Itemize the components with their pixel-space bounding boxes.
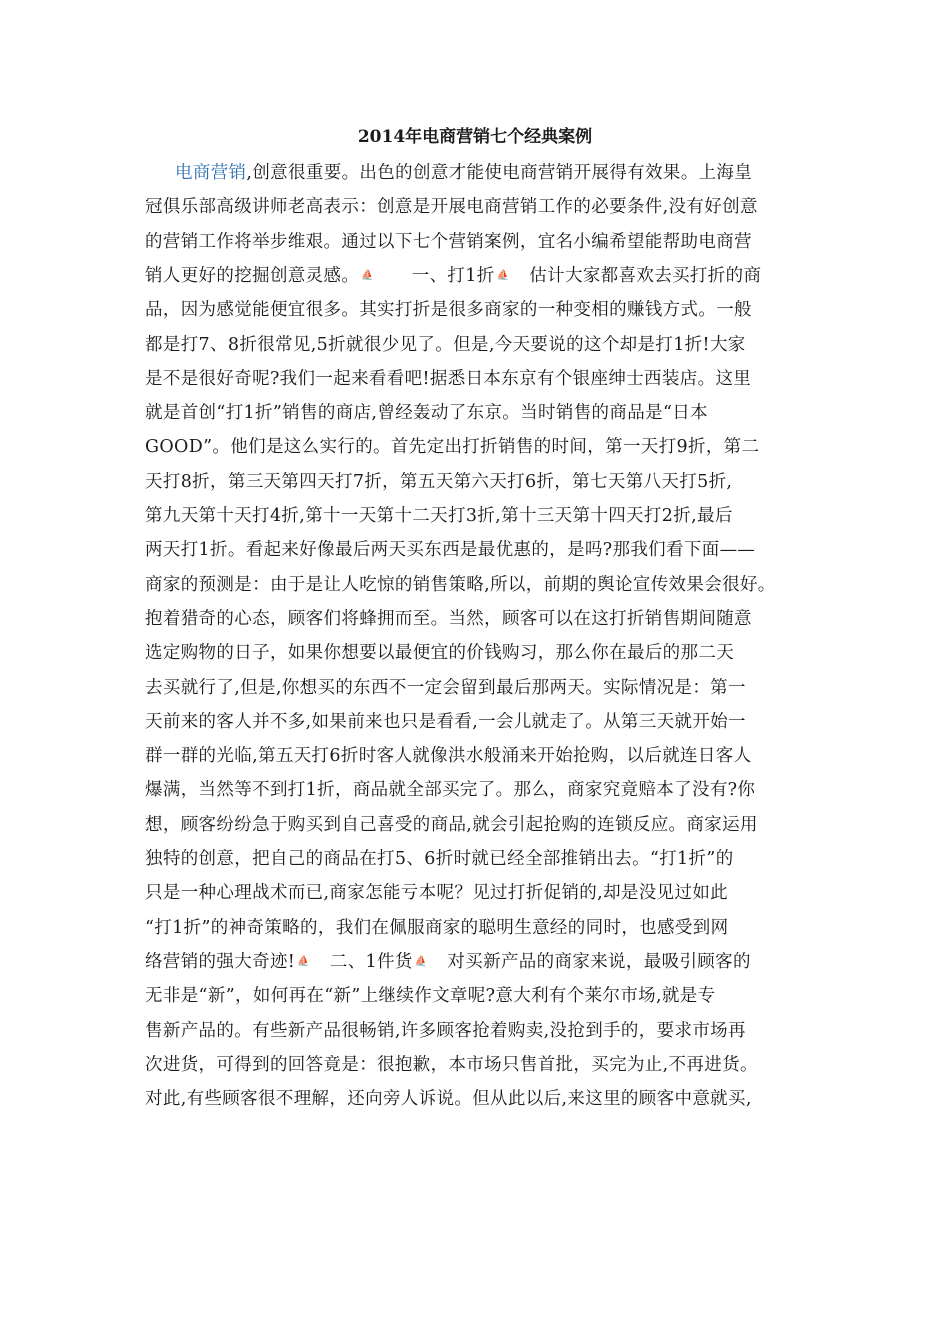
text-segment: 估计大家都喜欢去买打折的商 — [511, 265, 762, 286]
text-segment: 商家的预测是：由于是让人吃惊的销售策略,所以，前期的舆论宣传效果会很好。 — [145, 574, 776, 595]
text-segment: 都是打7、8折很常见,5折就很少见了。但是,今天要说的这个却是打1折!大家 — [145, 334, 746, 355]
text-segment: 品，因为感觉能便宜很多。其实打折是很多商家的一种变相的赚钱方式。一般 — [145, 300, 752, 321]
text-line — [145, 673, 746, 703]
text-line — [145, 227, 752, 257]
text-segment: 去买就行了,但是,你想买的东西不一定会留到最后那两天。实际情况是：第一 — [145, 677, 746, 698]
text-line — [145, 398, 708, 428]
text-segment: 只是一种心理战术而已,商家怎能亏本呢？见过打折促销的,却是没见过如此 — [145, 883, 729, 904]
text-segment: 天打8折，第三天第四天打7折，第五天第六天打6折，第七天第八天打5折, — [145, 471, 733, 492]
text-segment: 选定购物的日子，如果你想要以最便宜的价钱购习，那么你在最后的那二天 — [145, 643, 735, 664]
text-line — [145, 261, 761, 291]
text-line — [145, 775, 755, 805]
text-line — [145, 707, 746, 737]
text-line — [145, 947, 751, 977]
text-segment: 的营销工作将举步维艰。通过以下七个营销案例，宜名小编希望能帮助电商营 — [145, 231, 752, 252]
paragraph-mark-icon: ⛵ — [414, 955, 428, 967]
text-segment: 次进货，可得到的回答竟是：很抱歉，本市场只售首批，买完为止,不再进货。 — [145, 1054, 758, 1075]
text-segment: 爆满，当然等不到打1折，商品就全部买完了。那么，商家究竟赔本了没有?你 — [145, 780, 756, 801]
text-segment: ,创意很重要。出色的创意才能使电商营销开展得有效果。上海皇 — [246, 163, 753, 183]
text-line — [145, 604, 752, 634]
text-line — [145, 192, 758, 222]
text-segment: 二、1件货 — [312, 951, 413, 972]
text-line — [145, 501, 733, 531]
text-line — [145, 432, 759, 462]
text-line — [145, 1016, 746, 1046]
text-segment: 无非是“新”，如何再在“新”上继续作文章呢?意大利有个莱尔市场,就是专 — [145, 986, 716, 1007]
text-segment: 就是首创“打1折”销售的商店,曾经轰动了东京。当时销售的商品是“日本 — [145, 403, 708, 424]
text-line — [175, 158, 752, 188]
paragraph-mark-icon: ⛵ — [297, 955, 310, 967]
text-line — [145, 844, 734, 874]
text-segment: 独特的创意，把自己的商品在打5、6折时就已经全部推销出去。“打1折”的 — [145, 849, 734, 869]
text-segment: 冠俱乐部高级讲师老高表示：创意是开展电商营销工作的必要条件,没有好创意 — [145, 197, 758, 218]
text-segment: 抱着猎奇的心态，顾客们将蜂拥而至。当然，顾客可以在这打折销售期间随意 — [145, 608, 752, 629]
text-segment: 想，顾客纷纷急于购买到自己喜受的商品,就会引起抢购的连锁反应。商家运用 — [145, 814, 758, 835]
text-line — [145, 1084, 752, 1114]
text-line — [145, 364, 751, 394]
text-segment: 天前来的客人并不多,如果前来也只是看看,一会儿就走了。从第三天就开始一 — [145, 711, 746, 732]
text-line — [145, 981, 715, 1011]
text-segment: 是不是很好奇呢?我们一起来看看吧!据悉日本东京有个银座绅士西装店。这里 — [145, 368, 752, 389]
text-segment: 群一群的光临,第五天打6折时客人就像洪水般涌来开始抢购，以后就连日客人 — [145, 746, 752, 767]
text-line — [145, 535, 755, 565]
paragraph-mark-icon: ⛵ — [496, 269, 510, 281]
text-line — [145, 741, 751, 771]
text-segment: 一、打1折 — [376, 265, 495, 286]
text-line — [145, 570, 776, 600]
text-line — [145, 295, 752, 325]
text-segment: GOOD”。他们是这么实行的。首先定出打折销售的时间，第一天打9折，第二 — [145, 437, 760, 458]
text-line — [145, 1050, 758, 1080]
electronic-marketing-link[interactable]: 电商营销 — [175, 163, 247, 183]
text-line — [145, 810, 758, 840]
text-segment: 对买新产品的商家来说，最吸引顾客的 — [429, 951, 751, 972]
text-line — [145, 467, 732, 497]
text-segment: 售新产品的。有些新产品很畅销,许多顾客抢着购卖,没抢到手的，要求市场再 — [145, 1020, 746, 1041]
text-segment: 两天打1折。看起来好像最后两天买东西是最优惠的，是吗?那我们看下面—— — [145, 540, 756, 561]
text-line — [145, 913, 728, 943]
text-line — [145, 330, 746, 360]
text-segment: 对此,有些顾客很不理解，还向旁人诉说。但从此以后,来这里的顾客中意就买, — [145, 1089, 752, 1110]
text-line — [145, 638, 734, 668]
text-segment: “打1折”的神奇策略的，我们在佩服商家的聪明生意经的同时，也感受到网 — [145, 917, 729, 938]
text-segment: 络营销的强大奇迹! — [145, 951, 296, 972]
text-segment: 第九天第十天打4折,第十一天第十二天打3折,第十三天第十四天打2折,最后 — [145, 506, 733, 526]
text-segment: 销人更好的挖掘创意灵感。 — [145, 265, 360, 286]
text-line — [145, 878, 728, 908]
document-title: 2014年电商营销七个经典案例 — [357, 127, 593, 147]
paragraph-mark-icon: ⛵ — [361, 269, 375, 281]
